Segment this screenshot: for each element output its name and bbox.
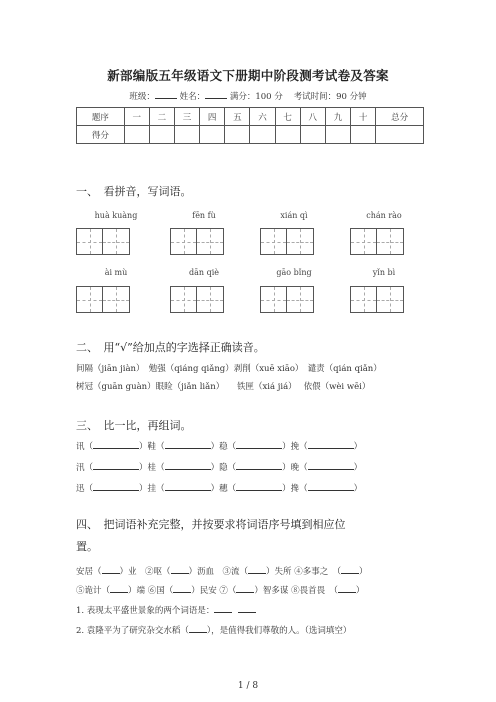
score-cell[interactable] [376, 126, 424, 144]
section4-heading: 四、 把词语补充完整，并按要求将词语序号填到相应位 [76, 518, 346, 531]
name-blank [205, 98, 227, 99]
idiom-blank[interactable] [341, 565, 359, 574]
writing-cell[interactable] [377, 286, 404, 313]
compare-char: 挂 [147, 484, 157, 494]
compare-char: 迅 [76, 484, 85, 494]
writing-cell[interactable] [377, 228, 404, 255]
score-cell[interactable] [250, 126, 275, 144]
question-1 [76, 604, 256, 616]
idiom-text: ）业 ②呕（ [119, 567, 171, 577]
score-header-cell: 三 [174, 108, 199, 126]
idiom-text: ） [359, 567, 368, 577]
section2-heading: 二、 用“√”给加点的字选择正确读音。 [76, 341, 265, 354]
question-text: ），是值得我们尊敬的人。（选词填空） [206, 626, 352, 636]
score-header-cell: 七 [275, 108, 300, 126]
answer-blank[interactable] [236, 482, 282, 491]
idiom-blank[interactable] [236, 584, 254, 593]
writing-boxes[interactable] [260, 228, 314, 255]
idiom-blank[interactable] [102, 565, 120, 574]
pinyin-label: ài mù [104, 268, 128, 277]
idiom-blank[interactable] [110, 584, 128, 593]
score-header-row [77, 108, 424, 126]
score-cell[interactable] [124, 126, 149, 144]
answer-blank[interactable] [214, 604, 232, 613]
writing-cell[interactable] [350, 228, 377, 255]
idiom-blank[interactable] [338, 584, 356, 593]
compare-char: 鞋 [147, 442, 157, 452]
compare-char: 挽 [290, 442, 300, 452]
idiom-text: ） [355, 586, 365, 596]
score-header-cell: 十 [351, 108, 376, 126]
writing-cell[interactable] [287, 286, 314, 313]
score-cell[interactable] [351, 126, 376, 144]
answer-blank[interactable] [165, 440, 211, 449]
pinyin-label: chán rào [366, 211, 402, 220]
pinyin-label: xián qì [280, 211, 308, 220]
name-label: 姓名： [179, 92, 206, 102]
idiom-blank[interactable] [171, 565, 189, 574]
score-header-cell: 五 [225, 108, 250, 126]
question-2 [76, 624, 351, 636]
writing-cell[interactable] [197, 228, 224, 255]
writing-cell[interactable] [260, 286, 287, 313]
compare-row: 迅（ ）挂（ ）穗（ ）搀（ ） [76, 484, 363, 494]
score-cell[interactable] [149, 126, 174, 144]
answer-blank[interactable] [236, 440, 282, 449]
idiom-text: ）沥血 ③流（ [188, 567, 249, 577]
compare-char: 隐 [219, 463, 228, 473]
compare-row: 汛（ ）桂（ ）隐（ ）晚（ ） [76, 463, 363, 473]
score-value-row [77, 126, 424, 144]
score-cell[interactable] [200, 126, 225, 144]
pinyin-label: fēn fù [192, 211, 216, 220]
compare-char: 讯 [76, 442, 85, 452]
writing-cell[interactable] [197, 286, 224, 313]
time-label: 考试时间：90 分钟 [293, 92, 367, 102]
answer-blank[interactable] [308, 440, 354, 449]
writing-cell[interactable] [170, 228, 197, 255]
score-cell[interactable] [174, 126, 199, 144]
writing-cell[interactable] [170, 286, 197, 313]
exam-info [0, 90, 496, 102]
writing-cell[interactable] [287, 228, 314, 255]
writing-boxes[interactable] [76, 286, 130, 313]
writing-boxes[interactable] [350, 228, 404, 255]
answer-blank[interactable] [308, 461, 354, 470]
answer-blank[interactable] [93, 440, 139, 449]
reading-choice-line: 树冠（guān guàn）眼睑（jiǎn liǎn） 铁匣（xiá jiá） 依偎（wèi wēi） [76, 382, 371, 392]
score-table [76, 107, 424, 144]
answer-blank[interactable] [238, 604, 256, 613]
writing-boxes[interactable] [170, 286, 224, 313]
pinyin-label: dān qiè [189, 268, 219, 277]
writing-cell[interactable] [350, 286, 377, 313]
page-number: 1 / 8 [237, 681, 259, 691]
class-blank [155, 98, 177, 99]
score-cell[interactable] [325, 126, 350, 144]
idiom-blank[interactable] [173, 584, 191, 593]
score-header-cell: 总分 [376, 108, 424, 126]
idiom-text: ⑤诡计（ [76, 586, 111, 596]
writing-boxes[interactable] [76, 228, 130, 255]
compare-char: 晚 [290, 463, 300, 473]
score-header-cell: 一 [124, 108, 149, 126]
compare-char: 汛 [76, 463, 85, 473]
idiom-text: 安居（ [76, 567, 102, 577]
section1-heading: 一、 看拼音，写词语。 [76, 185, 192, 198]
answer-blank[interactable] [165, 482, 211, 491]
answer-blank[interactable] [308, 482, 354, 491]
score-label: 满分：100 分 [229, 92, 283, 102]
answer-blank[interactable] [189, 624, 207, 633]
score-header-cell: 四 [200, 108, 225, 126]
page-title: 新部编版五年级语文下册期中阶段测考试卷及答案 [107, 68, 389, 83]
writing-boxes[interactable] [350, 286, 404, 313]
question-text: 1. 表现太平盛世景象的两个词语是： [76, 606, 215, 616]
writing-cell[interactable] [103, 286, 130, 313]
compare-row: 讯（ ）鞋（ ）稳（ ）挽（ ） [76, 442, 363, 452]
writing-cell[interactable] [260, 228, 287, 255]
writing-cell[interactable] [76, 228, 103, 255]
idiom-text: ）端 ⑥国（ [128, 586, 174, 596]
pinyin-label: huà kuàng [94, 211, 138, 220]
score-header-cell: 六 [250, 108, 275, 126]
question-text: 2. 袁隆平为了研究杂交水稻（ [76, 626, 189, 636]
reading-choice-line: 间隔（jiān jiàn） 勉强（qiáng qiǎng）剥削（xuē xiāo） 谴责（qián qiǎn） [76, 364, 382, 374]
score-row-label: 得分 [77, 126, 125, 144]
compare-char: 搀 [290, 484, 300, 494]
score-cell[interactable] [275, 126, 300, 144]
pinyin-label: yǐn bì [372, 268, 396, 277]
idiom-line [76, 584, 364, 596]
section3-heading: 三、 比一比，再组词。 [76, 419, 192, 432]
score-cell[interactable] [300, 126, 325, 144]
idiom-text: ）智多谋 ⑧畏首畏 （ [254, 586, 338, 596]
idiom-text: ）民安 ⑦（ [191, 586, 237, 596]
section4-heading-cont: 置。 [76, 540, 98, 553]
pinyin-label: gāo bǐng [276, 268, 312, 277]
score-header-cell: 二 [149, 108, 174, 126]
idiom-blank[interactable] [248, 565, 266, 574]
score-header-cell: 九 [325, 108, 350, 126]
answer-blank[interactable] [165, 461, 211, 470]
class-label: 班级： [129, 92, 155, 102]
compare-char: 稳 [219, 442, 228, 452]
writing-cell[interactable] [76, 286, 103, 313]
answer-blank[interactable] [236, 461, 282, 470]
idiom-line [76, 565, 368, 577]
score-header-cell: 八 [300, 108, 325, 126]
idiom-text: ）失所 ④多事之 （ [266, 567, 341, 577]
score-header-cell: 题序 [77, 108, 125, 126]
answer-blank[interactable] [93, 461, 139, 470]
compare-char: 桂 [147, 463, 157, 473]
writing-boxes[interactable] [260, 286, 314, 313]
compare-char: 穗 [219, 484, 228, 494]
writing-boxes[interactable] [170, 228, 224, 255]
writing-cell[interactable] [103, 228, 130, 255]
score-cell[interactable] [225, 126, 250, 144]
answer-blank[interactable] [93, 482, 139, 491]
